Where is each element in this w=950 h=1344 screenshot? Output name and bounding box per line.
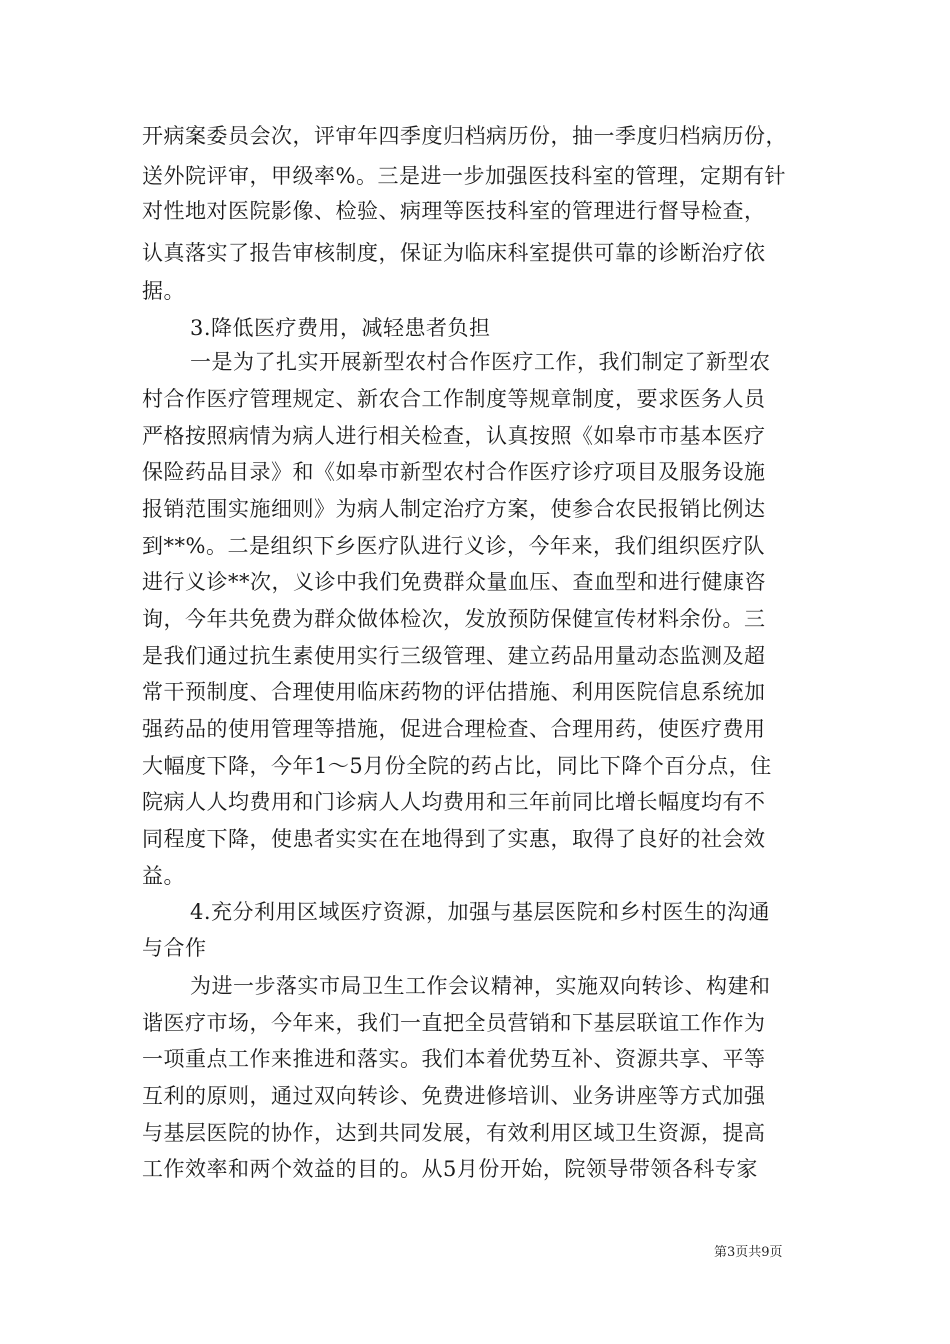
text-line: 一项重点工作来推进和落实。我们本着优势互补、资源共享、平等 [142,1047,766,1071]
text-line: 与合作 [142,936,207,960]
text-line: 益。 [142,864,185,888]
text-line: 工作效率和两个效益的目的。从5月份开始，院领导带领各科专家 [142,1157,758,1181]
text-line: 一是为了扎实开展新型农村合作医疗工作，我们制定了新型农 [190,350,771,374]
text-line: 保险药品目录》和《如皋市新型农村合作医疗诊疗项目及服务设施 [142,460,766,484]
text-line: 村合作医疗管理规定、新农合工作制度等规章制度，要求医务人员 [142,387,766,411]
text-line: 认真落实了报告审核制度，保证为临床科室提供可靠的诊断治疗依 [142,241,766,265]
text-line: 严格按照病情为病人进行相关检查，认真按照《如皋市市基本医疗 [142,424,766,448]
text-line: 送外院评审，甲级率%。三是进一步加强医技科室的管理，定期有针 [142,164,786,188]
text-line: 强药品的使用管理等措施，促进合理检查、合理用药，使医疗费用 [142,717,766,741]
text-line: 与基层医院的协作，达到共同发展，有效利用区域卫生资源，提高 [142,1121,766,1145]
text-line: 常干预制度、合理使用临床药物的评估措施、利用医院信息系统加 [142,680,766,704]
section-heading-4: 4.充分利用区域医疗资源，加强与基层医院和乡村医生的沟通 [190,900,771,924]
text-line: 到**%。二是组织下乡医疗队进行义诊，今年来，我们组织医疗队 [142,534,765,558]
text-line: 同程度下降，使患者实实在在地得到了实惠，取得了良好的社会效 [142,827,766,851]
text-line: 询，今年共免费为群众做体检次，发放预防保健宣传材料余份。三 [142,607,766,631]
text-line: 大幅度下降，今年1～5月份全院的药占比，同比下降个百分点，住 [142,754,772,778]
text-line: 院病人人均费用和门诊病人人均费用和三年前同比增长幅度均有不 [142,790,766,814]
page-number: 第3页共9页 [714,1245,783,1260]
text-line: 谐医疗市场，今年来，我们一直把全员营销和下基层联谊工作作为 [142,1011,766,1035]
text-line: 互利的原则，通过双向转诊、免费进修培训、业务讲座等方式加强 [142,1084,766,1108]
text-line: 开病案委员会次，评审年四季度归档病历份，抽一季度归档病历份， [142,124,787,148]
text-line: 是我们通过抗生素使用实行三级管理、建立药品用量动态监测及超 [142,644,766,668]
text-line: 据。 [142,279,185,303]
text-line: 报销范围实施细则》为病人制定治疗方案，使参合农民报销比例达 [142,497,766,521]
text-line: 进行义诊**次，义诊中我们免费群众量血压、查血型和进行健康咨 [142,570,766,594]
section-heading-3: 3.降低医疗费用，减轻患者负担 [190,316,491,340]
text-line: 为进一步落实市局卫生工作会议精神，实施双向转诊、构建和 [190,974,771,998]
text-line: 对性地对医院影像、检验、病理等医技科室的管理进行督导检查， [142,199,766,223]
